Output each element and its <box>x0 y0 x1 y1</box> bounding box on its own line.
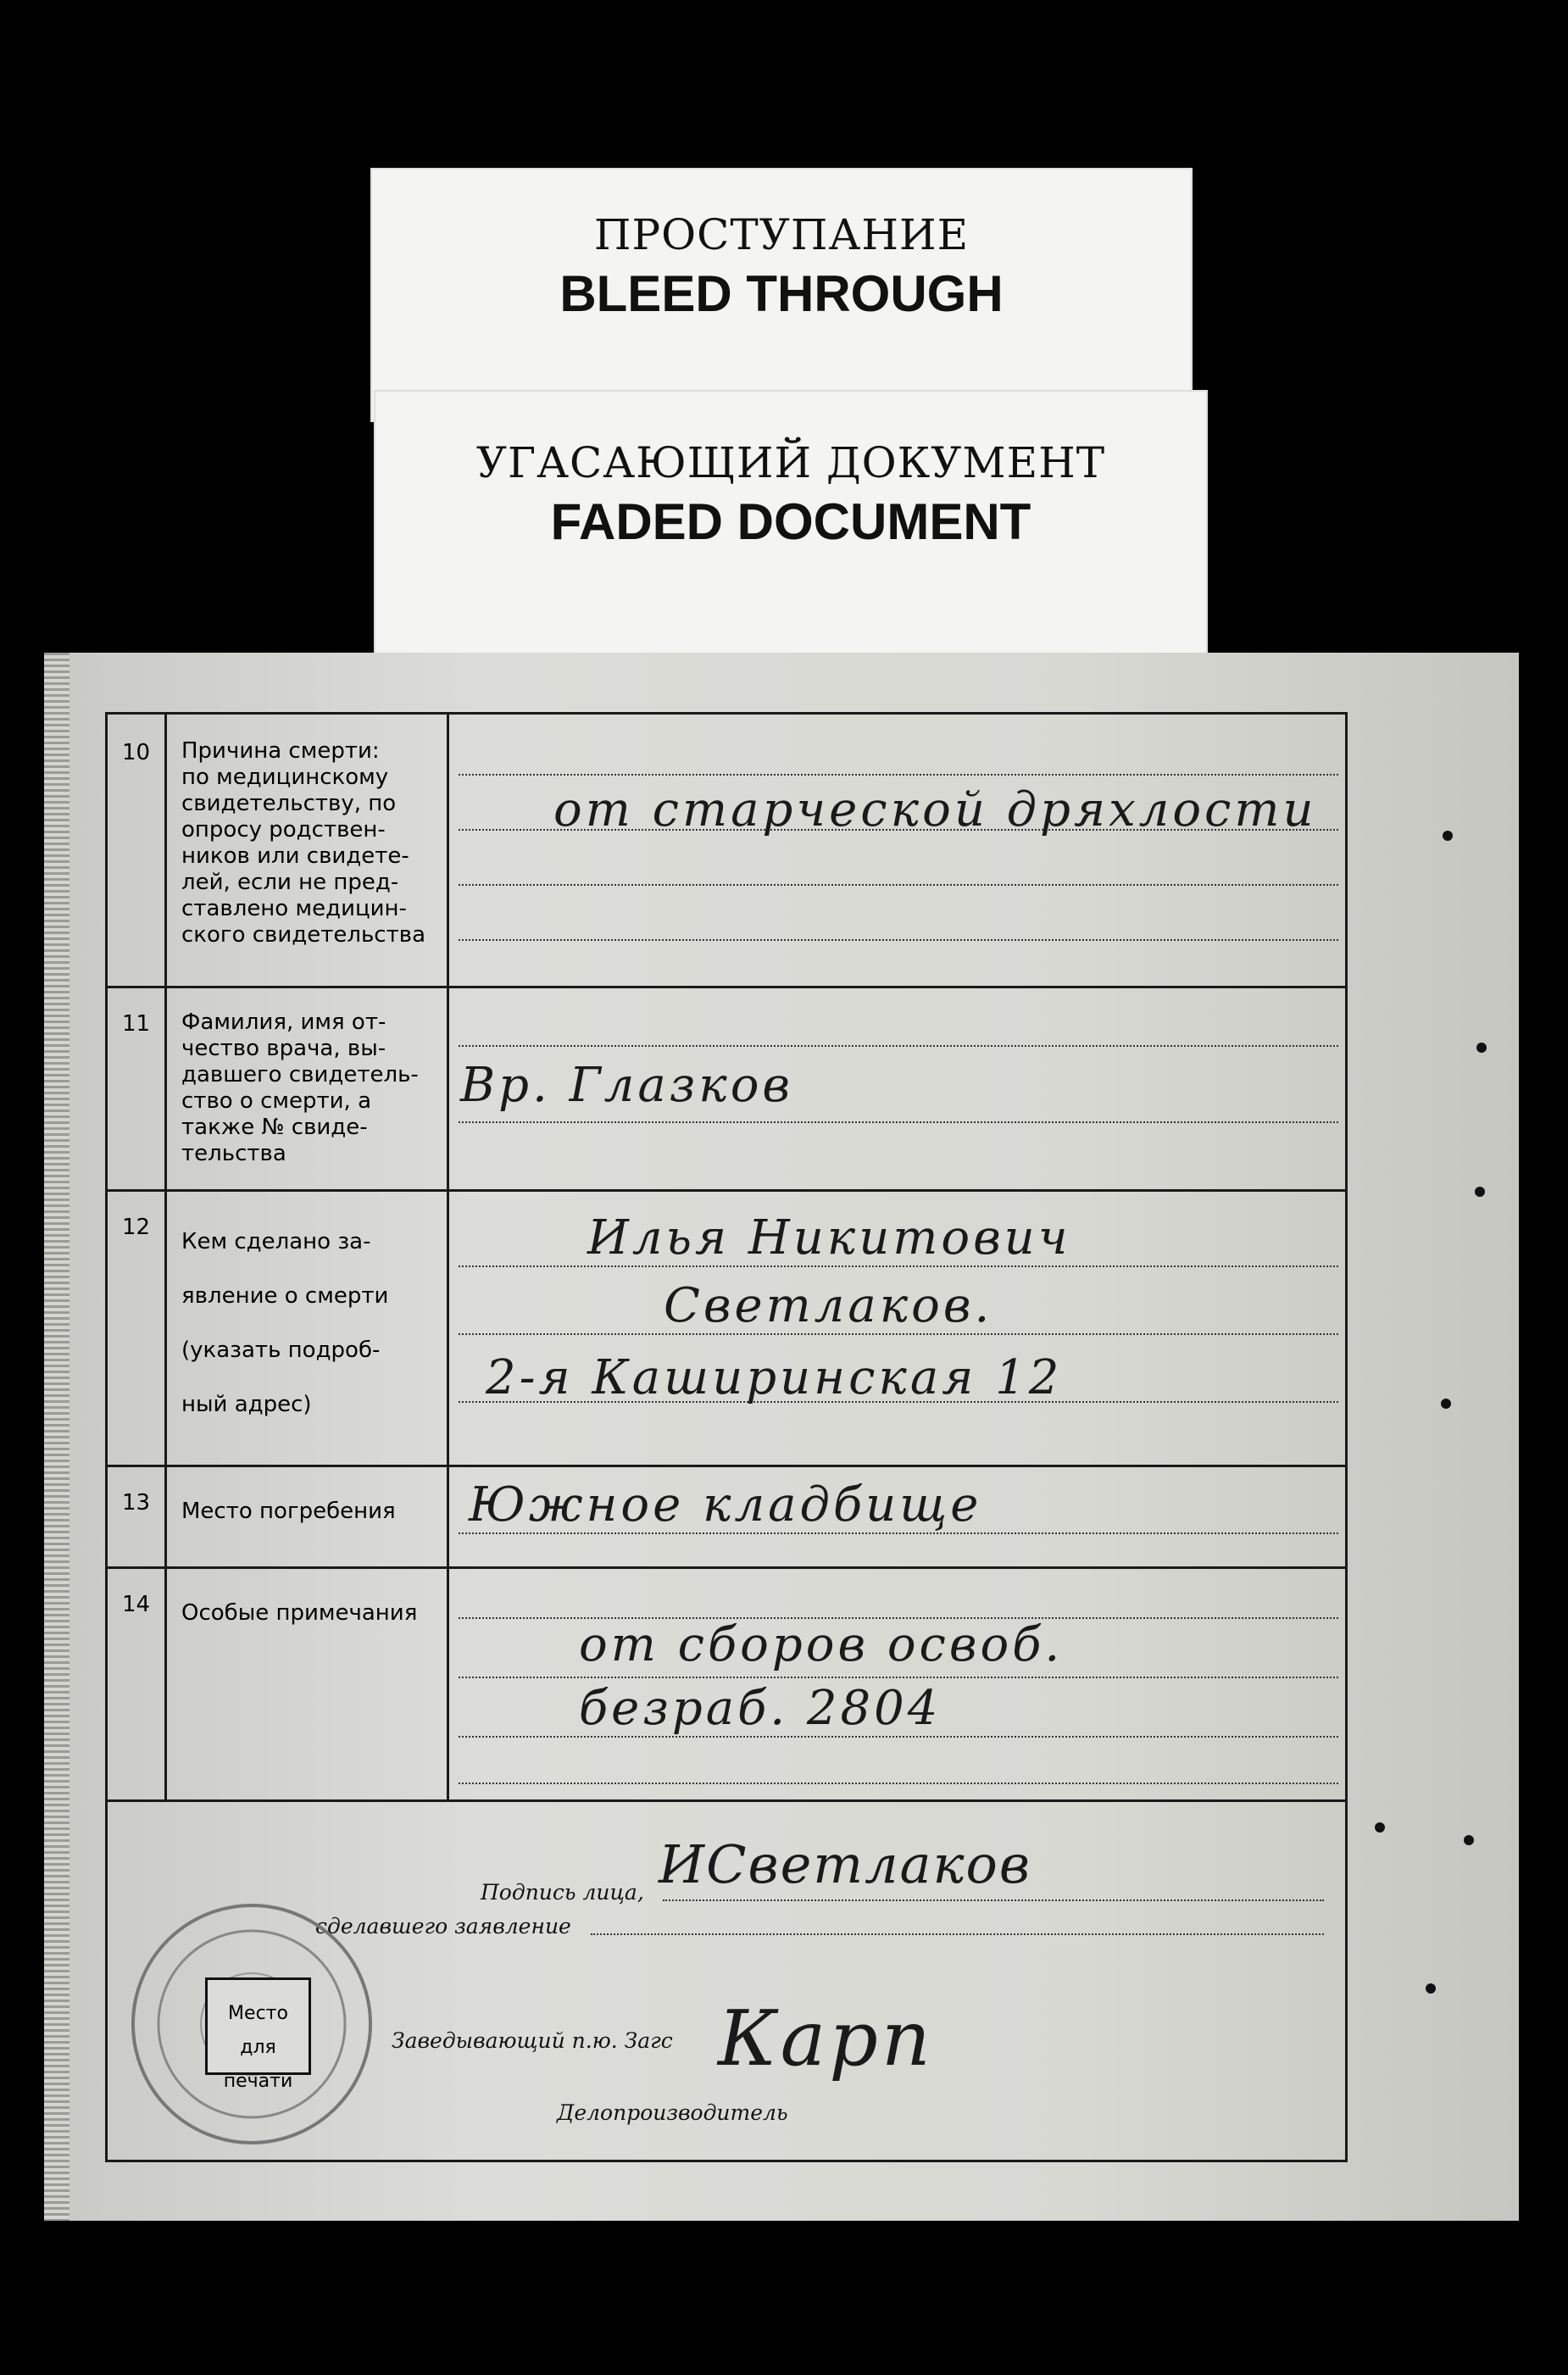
faded-document-ru: УГАСАЮЩИЙ ДОКУМЕНТ <box>475 438 1106 487</box>
head-signature: Карп <box>718 1994 934 2083</box>
row-content <box>452 986 1345 1189</box>
row-label: Место погребения <box>170 1465 449 1566</box>
punch-hole <box>1476 1043 1487 1053</box>
document-page <box>44 653 1519 2221</box>
signature-label-1: Подпись лица, <box>481 1880 644 1905</box>
row-content <box>452 1566 1345 1799</box>
row-number: 12 <box>108 1189 167 1465</box>
punch-hole <box>1426 1983 1436 1994</box>
handwritten-declarant-address: 2-я Каширинская 12 <box>486 1350 1063 1405</box>
stamp-place-label-1: Место <box>228 2003 288 2024</box>
faded-document-en: FADED DOCUMENT <box>550 493 1031 550</box>
row-declarant <box>108 1189 1345 1467</box>
punch-hole <box>1441 1399 1451 1409</box>
declarant-signature: ИСветлаков <box>659 1833 1031 1895</box>
clerk-label: Делопроизводитель <box>557 2100 788 2125</box>
row-label: Причина смерти: по медицинскому свидетельству, по опросу родствен- ников или свидете- лей, если не пред- ставлено медицин- ского свидетельства <box>170 715 449 986</box>
row-number: 13 <box>108 1465 167 1566</box>
handwritten-note-1: от сборов освоб. <box>579 1617 1064 1672</box>
punch-hole <box>1475 1187 1485 1197</box>
row-burial-place <box>108 1465 1345 1569</box>
death-record-form <box>105 712 1348 2162</box>
handwritten-cause: от старческой дряхлости <box>553 782 1317 837</box>
stamp-place-label-2: для печати <box>223 2037 293 2092</box>
handwritten-declarant-surname: Светлаков. <box>664 1278 993 1333</box>
signature-label-2: сделавшего заявление <box>315 1914 571 1938</box>
row-label: Фамилия, имя от- чество врача, вы- давшего свидетель- ство о смерти, а также № свиде- тельства <box>170 986 449 1189</box>
row-number: 10 <box>108 715 167 986</box>
handwritten-doctor: Вр. Глазков <box>460 1058 794 1113</box>
punch-hole <box>1464 1835 1474 1845</box>
row-cause-of-death <box>108 715 1345 988</box>
handwritten-declarant-name: Илья Никитович <box>587 1210 1071 1265</box>
row-label: Особые примечания <box>170 1566 449 1799</box>
page-edge <box>44 653 70 2221</box>
stamp-seal <box>125 1897 379 2151</box>
head-label: Заведывающий п.ю. Загс <box>392 2028 673 2053</box>
bleed-through-en: BLEED THROUGH <box>559 265 1004 322</box>
row-number: 14 <box>108 1566 167 1799</box>
handwritten-burial-place: Южное кладбище <box>469 1477 982 1532</box>
row-label: Кем сделано за- явление о смерти (указать подроб- ный адрес) <box>170 1189 449 1465</box>
faded-document-card <box>374 390 1208 661</box>
row-content <box>452 1189 1345 1465</box>
punch-hole <box>1443 831 1453 841</box>
row-number: 11 <box>108 986 167 1189</box>
stamp-placeholder <box>205 1977 311 2092</box>
bleed-through-ru: ПРОСТУПАНИЕ <box>593 210 970 259</box>
punch-hole <box>1375 1822 1385 1833</box>
handwritten-note-2: безраб. 2804 <box>579 1681 942 1736</box>
row-special-notes <box>108 1566 1345 1802</box>
row-content <box>452 1465 1345 1566</box>
row-content <box>452 715 1345 986</box>
signature-section <box>108 1799 1345 2160</box>
bleed-through-card <box>370 168 1193 422</box>
row-doctor <box>108 986 1345 1192</box>
